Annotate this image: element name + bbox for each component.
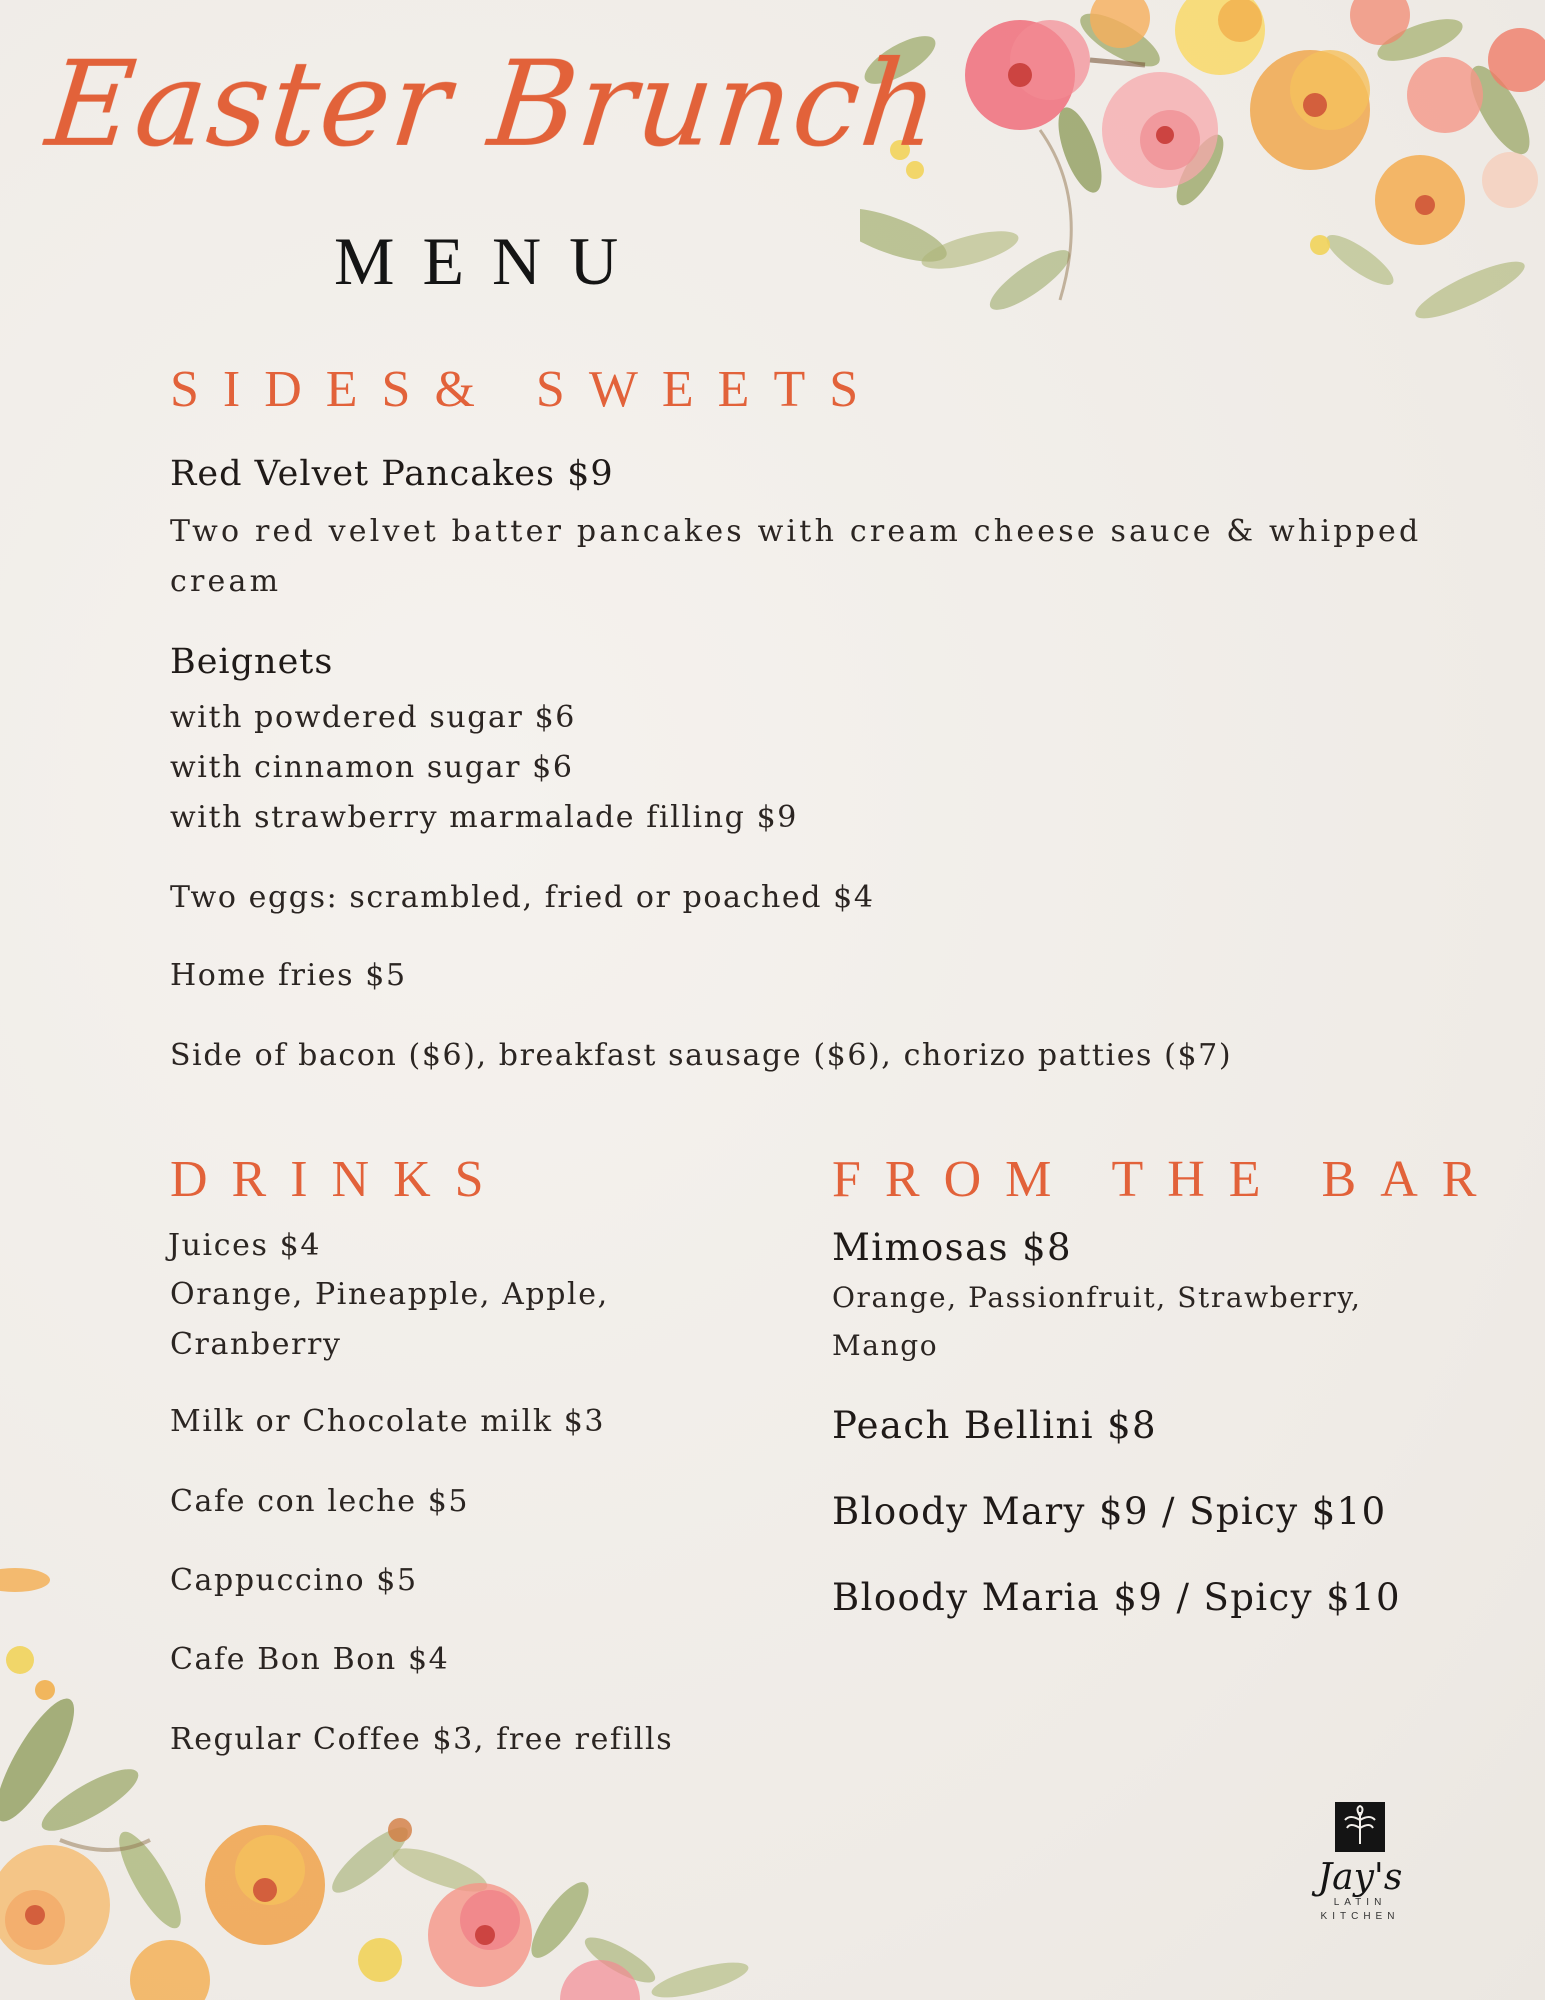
jays-latin-kitchen-logo	[1300, 1802, 1420, 1924]
leaf-shape	[918, 224, 1022, 277]
pancakes-title: Red Velvet Pancakes $9	[170, 454, 614, 494]
beignets-title: Beignets	[170, 642, 334, 682]
drink-item: Cafe con leche $5	[170, 1484, 470, 1519]
drink-item: Regular Coffee $3, free refills	[170, 1722, 674, 1757]
flower-shape	[1482, 152, 1538, 208]
logo-small-text: LATIN KITCHEN	[1320, 1897, 1400, 1922]
title-script: Easter Brunch	[40, 35, 947, 173]
bar-item: Bloody Mary $9 / Spicy $10	[832, 1490, 1387, 1533]
drink-item: Cappuccino $5	[170, 1563, 418, 1598]
juices-title: Juices $4	[168, 1228, 322, 1263]
flower-shape	[253, 1878, 277, 1902]
palm-icon	[1335, 1802, 1385, 1852]
flower-shape	[1218, 0, 1262, 42]
flower-shape	[25, 1905, 45, 1925]
flower-shape	[1407, 57, 1483, 133]
flower-shape	[1310, 235, 1330, 255]
leaf-shape	[1320, 227, 1399, 293]
logo-script-text: Jay's	[1317, 1857, 1403, 1898]
flower-shape	[1156, 126, 1174, 144]
flower-shape	[1010, 20, 1090, 100]
beignets-option: with powdered sugar $6	[170, 700, 576, 735]
flower-shape	[35, 1680, 55, 1700]
leaf-shape	[649, 1955, 752, 2000]
sides-heading: SIDES& SWEETS	[170, 361, 883, 418]
floral-bottom-left-decoration	[0, 1540, 820, 2000]
flower-shape	[1415, 195, 1435, 215]
side-meats-item: Side of bacon ($6), breakfast sausage ($6), chorizo patties ($7)	[170, 1038, 1233, 1073]
juices-description: Orange, Pineapple, Apple, Cranberry	[170, 1277, 609, 1362]
leaf-shape	[522, 1875, 598, 1966]
title-menu: MENU	[334, 223, 647, 299]
flower-shape	[358, 1938, 402, 1982]
floral-top-right-decoration	[860, 0, 1545, 320]
flower-shape	[130, 1940, 210, 2000]
bar-item: Peach Bellini $8	[832, 1404, 1157, 1447]
bar-heading: FROM THE BAR	[832, 1151, 1501, 1208]
flower-shape	[475, 1925, 495, 1945]
flower-shape	[6, 1646, 34, 1674]
mimosas-description: Orange, Passionfruit, Strawberry, Mango	[832, 1281, 1362, 1362]
leaf-shape	[0, 1568, 50, 1592]
drinks-heading: DRINKS	[170, 1151, 508, 1208]
beignets-option: with cinnamon sugar $6	[170, 750, 574, 785]
flower-shape	[388, 1818, 412, 1842]
mimosas-title: Mimosas $8	[832, 1226, 1072, 1269]
bar-item: Bloody Maria $9 / Spicy $10	[832, 1576, 1401, 1619]
flower-shape	[1008, 63, 1032, 87]
pancakes-description: Two red velvet batter pancakes with cream cheese sauce & whipped cream	[170, 514, 1422, 599]
home-fries-item: Home fries $5	[170, 958, 407, 993]
flower-shape	[1303, 93, 1327, 117]
eggs-item: Two eggs: scrambled, fried or poached $4	[170, 880, 875, 915]
drink-item: Cafe Bon Bon $4	[170, 1642, 450, 1677]
leaf-shape	[1410, 252, 1531, 320]
beignets-option: with strawberry marmalade filling $9	[170, 800, 798, 835]
drink-item: Milk or Chocolate milk $3	[170, 1404, 606, 1439]
leaf-shape	[1050, 102, 1111, 198]
flower-shape	[1290, 50, 1370, 130]
